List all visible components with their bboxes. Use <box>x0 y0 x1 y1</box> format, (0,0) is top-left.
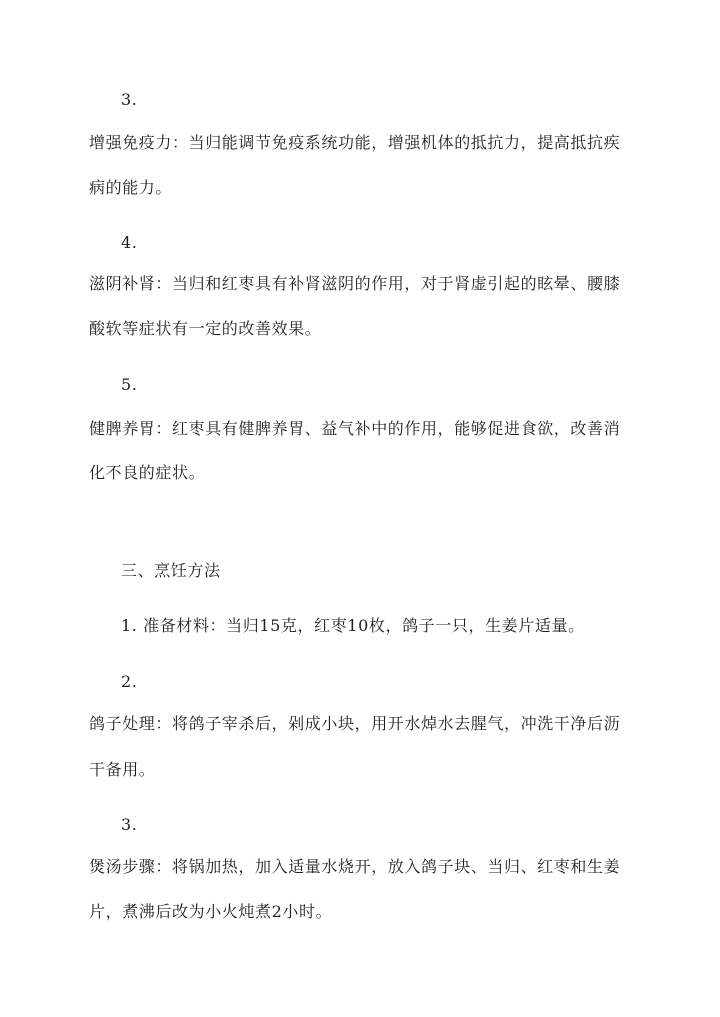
item-number: 2. <box>121 672 138 691</box>
item-text-line: 化不良的症状。 <box>89 463 206 482</box>
item-text-line: 健脾养胃：红枣具有健脾养胃、益气补中的作用，能够促进食欲，改善消 <box>89 419 621 438</box>
item-number: 4. <box>121 233 138 252</box>
item-number: 3. <box>121 815 138 834</box>
item-text-line: 1. 准备材料：当归15克，红枣10枚，鸽子一只，生姜片适量。 <box>121 616 585 635</box>
item-number: 3. <box>121 90 138 109</box>
item-text-line: 片，煮沸后改为小火炖煮2小时。 <box>89 902 333 921</box>
item-text-line: 滋阴补肾：当归和红枣具有补肾滋阴的作用，对于肾虚引起的眩晕、腰膝 <box>89 274 621 293</box>
section-heading: 三、烹饪方法 <box>121 561 221 580</box>
item-text-line: 鸽子处理：将鸽子宰杀后，剁成小块，用开水焯水去腥气，冲洗干净后沥 <box>89 714 621 733</box>
item-text-line: 干备用。 <box>89 760 156 779</box>
item-text-line: 酸软等症状有一定的改善效果。 <box>89 319 322 338</box>
item-text-line: 煲汤步骤：将锅加热，加入适量水烧开，放入鸽子块、当归、红枣和生姜 <box>89 857 621 876</box>
item-number: 5. <box>121 375 138 394</box>
item-text-line: 增强免疫力：当归能调节免疫系统功能，增强机体的抵抗力，提高抵抗疾 <box>89 133 621 152</box>
item-text-line: 病的能力。 <box>89 178 173 197</box>
